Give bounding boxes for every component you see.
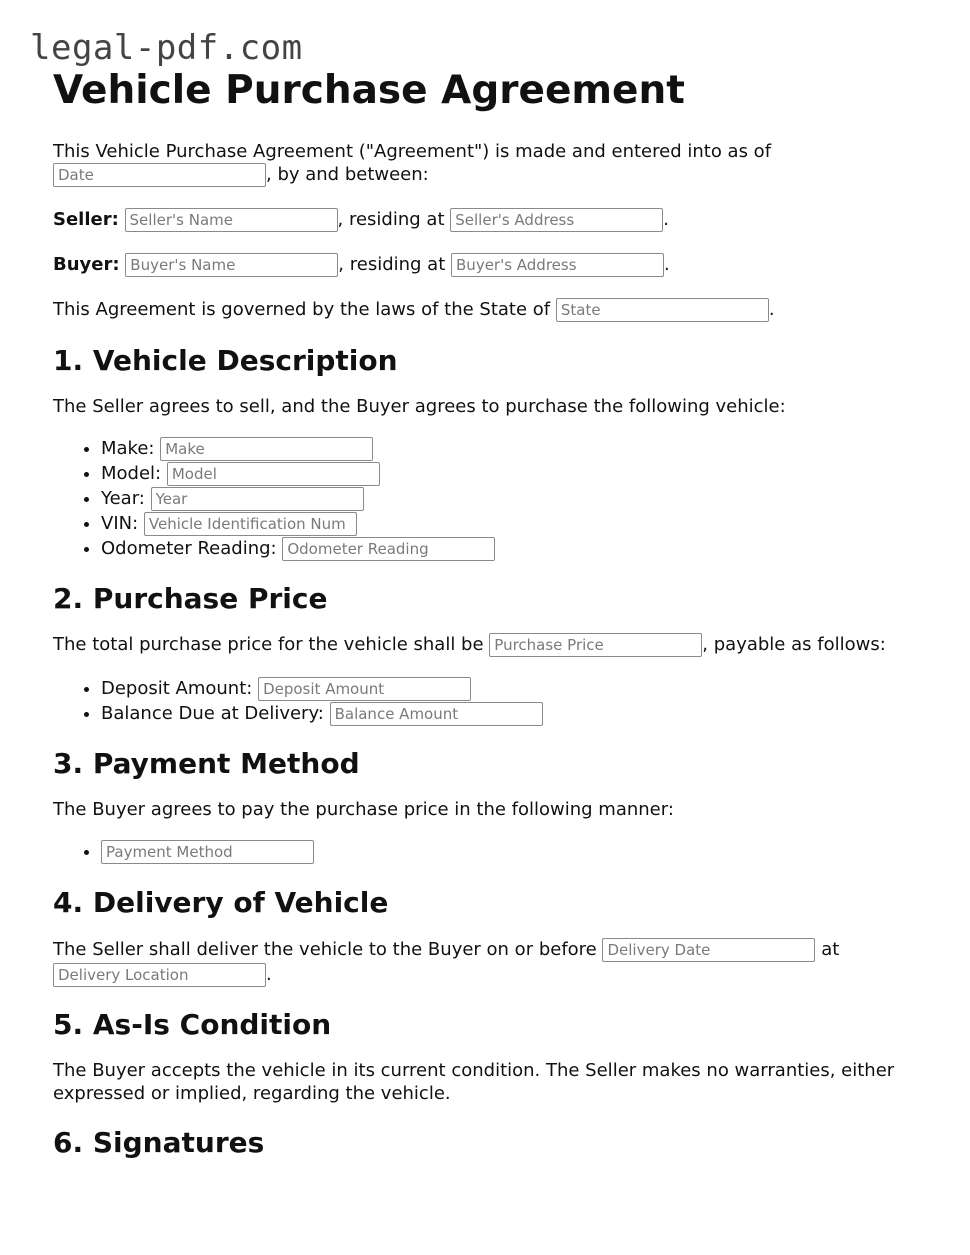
buyer-residing-text: , residing at [338, 254, 446, 275]
odometer-field[interactable]: Odometer Reading [282, 537, 495, 561]
section-5-heading: 5. As-Is Condition [53, 1008, 332, 1041]
governing-end: . [768, 299, 775, 320]
buyer-end: . [664, 254, 670, 275]
state-field[interactable]: State [556, 298, 769, 322]
model-field[interactable]: Model [167, 462, 380, 486]
buyer-address-field[interactable]: Buyer's Address [451, 253, 664, 277]
deposit-field[interactable]: Deposit Amount [258, 677, 471, 701]
vehicle-details-list [53, 436, 933, 561]
intro-text-after: , by and between: [266, 164, 429, 185]
list-item-payment-method [101, 839, 933, 864]
agreement-document [53, 66, 933, 1161]
section-3-heading: 3. Payment Method [53, 747, 360, 780]
seller-residing-text: , residing at [337, 209, 445, 230]
payment-breakdown-list [53, 676, 933, 726]
date-field[interactable]: Date [53, 163, 266, 187]
year-field[interactable]: Year [151, 487, 364, 511]
delivery-date-field[interactable]: Delivery Date [602, 938, 815, 962]
section-4-heading: 4. Delivery of Vehicle [53, 886, 389, 919]
section-3-text: The Buyer agrees to pay the purchase price in the following manner: [53, 799, 674, 820]
purchase-price-field[interactable]: Purchase Price [489, 633, 702, 657]
seller-label: Seller: [53, 209, 119, 230]
balance-field[interactable]: Balance Amount [330, 702, 543, 726]
vin-label: VIN: [101, 513, 139, 534]
vin-field[interactable]: Vehicle Identification Num [144, 512, 357, 536]
make-field[interactable]: Make [160, 437, 373, 461]
delivery-location-field[interactable]: Delivery Location [53, 963, 266, 987]
payment-method-list [53, 839, 933, 864]
deposit-label: Deposit Amount: [101, 678, 253, 699]
list-item-balance [101, 701, 933, 726]
section-5-text: The Buyer accepts the vehicle in its current condition. The Seller makes no warranties, either expressed or implied, regarding the vehicle. [53, 1060, 895, 1104]
buyer-label: Buyer: [53, 254, 120, 275]
section-1-text: The Seller agrees to sell, and the Buyer agrees to purchase the following vehicle: [53, 396, 786, 417]
buyer-name-field[interactable]: Buyer's Name [125, 253, 338, 277]
delivery-end: . [266, 964, 272, 985]
list-item-odometer [101, 536, 933, 561]
payment-method-field[interactable]: Payment Method [101, 840, 314, 864]
intro-paragraph [53, 140, 843, 187]
section-2-text [53, 633, 933, 657]
list-item-year [101, 486, 933, 511]
delivery-text: The Seller shall deliver the vehicle to the Buyer on or before [53, 939, 597, 960]
section-6-heading: 6. Signatures [53, 1126, 265, 1159]
seller-line [53, 208, 933, 232]
list-item-make [101, 436, 933, 461]
year-label: Year: [101, 488, 145, 509]
list-item-deposit [101, 676, 933, 701]
governing-line [53, 298, 933, 322]
make-label: Make: [101, 438, 155, 459]
section-1-heading: 1. Vehicle Description [53, 344, 398, 377]
seller-name-field[interactable]: Seller's Name [125, 208, 338, 232]
section-2-heading: 2. Purchase Price [53, 582, 328, 615]
balance-label: Balance Due at Delivery: [101, 703, 324, 724]
intro-text: This Vehicle Purchase Agreement ("Agreement") is made and entered into as of [53, 141, 772, 162]
delivery-at-text: at [821, 939, 840, 960]
list-item-vin [101, 511, 933, 536]
list-item-model [101, 461, 933, 486]
model-label: Model: [101, 463, 162, 484]
odometer-label: Odometer Reading: [101, 538, 277, 559]
governing-text: This Agreement is governed by the laws of the State of [53, 299, 551, 320]
section-4-text [53, 937, 933, 987]
price-text-after: , payable as follows: [702, 634, 886, 655]
seller-end: . [663, 209, 669, 230]
buyer-line [53, 253, 933, 277]
watermark-logo: legal-pdf.com [30, 28, 303, 68]
page-title: Vehicle Purchase Agreement [53, 68, 685, 113]
seller-address-field[interactable]: Seller's Address [450, 208, 663, 232]
price-text: The total purchase price for the vehicle shall be [53, 634, 484, 655]
